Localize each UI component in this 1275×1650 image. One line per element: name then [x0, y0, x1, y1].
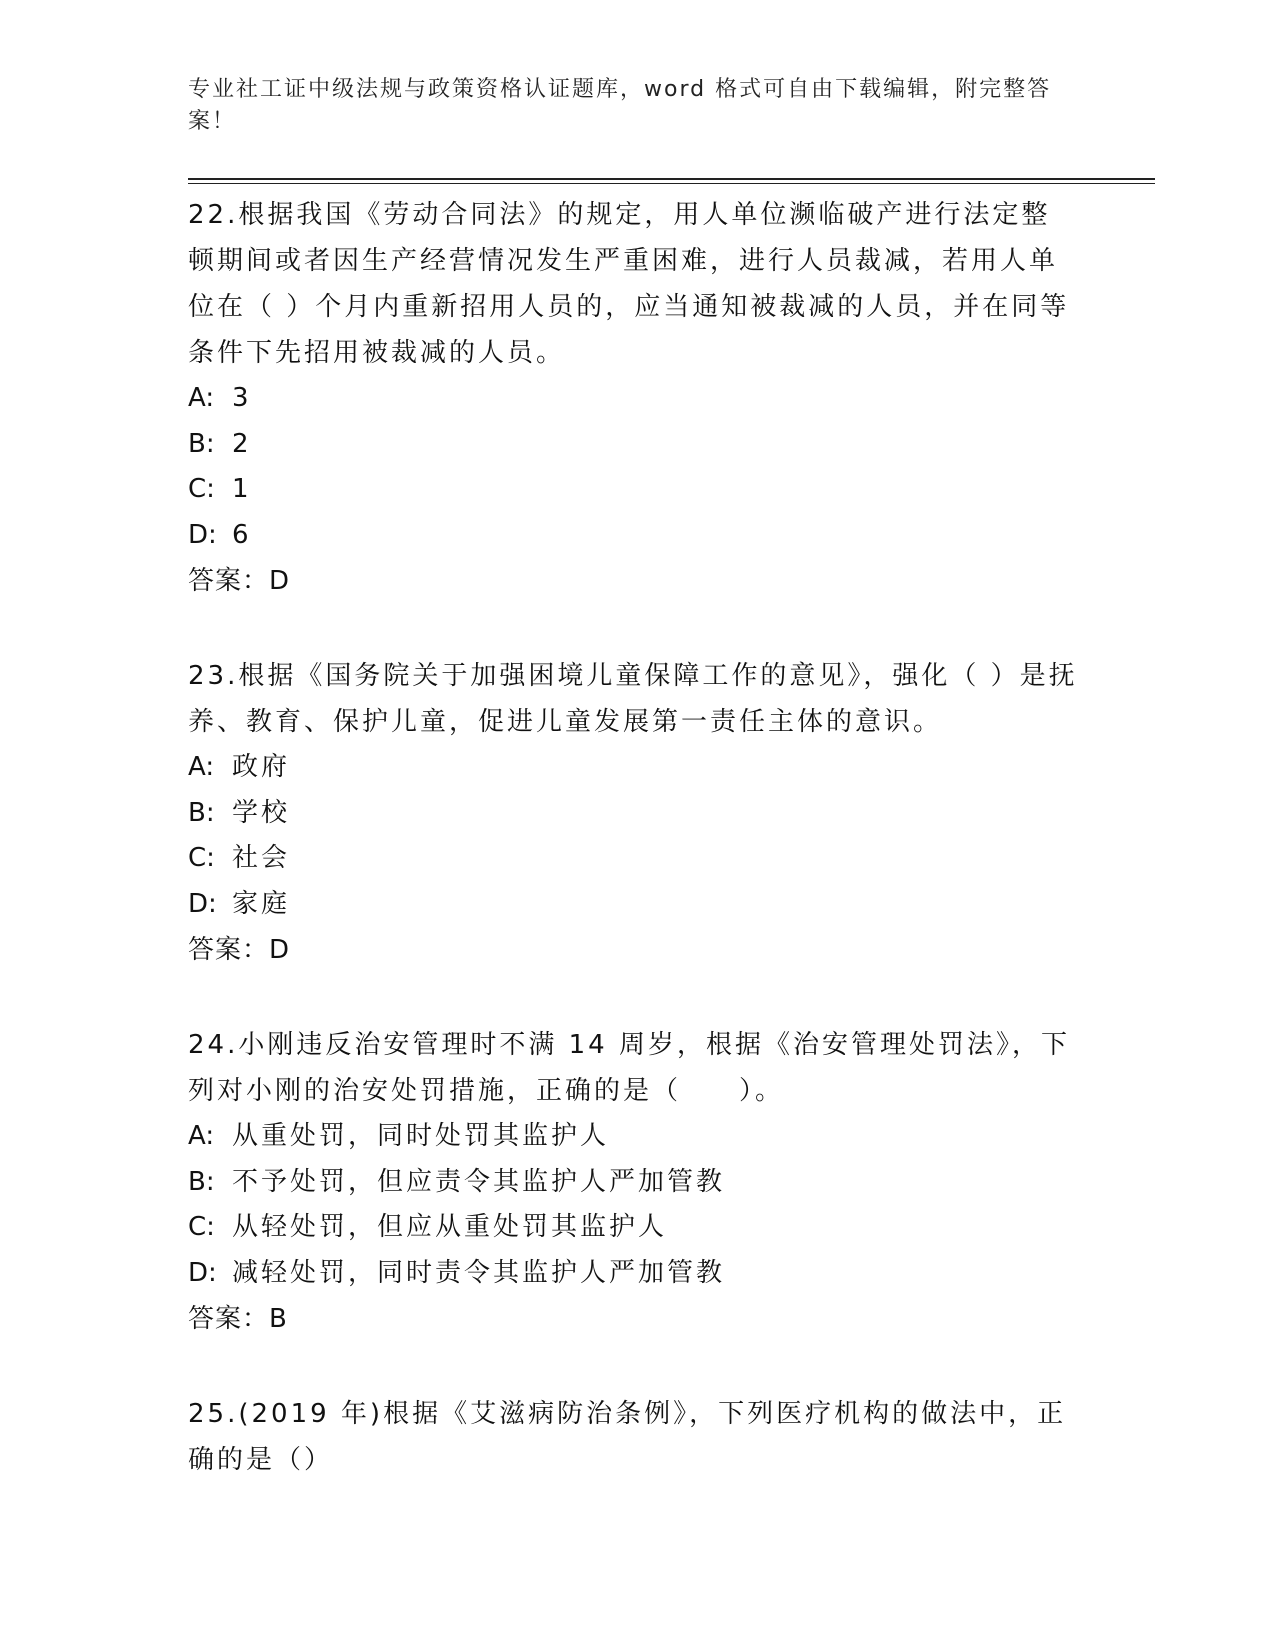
question-list [188, 188, 1078, 1483]
question-stem: 24.小刚违反治安管理时不满 14 周岁，根据《治安管理处罚法》，下列对小刚的治安处罚措施，正确的是（ ）。 [188, 1030, 1070, 1106]
question-spacer [188, 604, 1078, 649]
answer-line: 答案：B [188, 1304, 288, 1334]
option-c [188, 836, 1078, 882]
option-key: A: [188, 1121, 215, 1151]
question-22 [188, 188, 1078, 604]
question-24 [188, 1018, 1078, 1342]
option-text: 不予处罚，但应责令其监护人严加管教 [232, 1166, 726, 1197]
option-text: 从轻处罚，但应从重处罚其监护人 [232, 1212, 668, 1242]
option-key: C: [188, 474, 215, 504]
option-b [188, 791, 1078, 837]
option-a [188, 376, 1078, 422]
option-text: 1 [232, 474, 252, 504]
question-stem: 25.(2019 年)根据《艾滋病防治条例》，下列医疗机构的做法中，正确的是（） [188, 1399, 1067, 1475]
question-spacer [188, 973, 1078, 1018]
option-text: 减轻处罚，同时责令其监护人严加管教 [232, 1257, 726, 1288]
question-stem: 22.根据我国《劳动合同法》的规定，用人单位濒临破产进行法定整顿期间或者因生产经营情况发生严重困难，进行人员裁减，若用人单位在（ ）个月内重新招用人员的，应当通知被裁减的人员，并在同等条件下先招用被裁减的人员。 [188, 200, 1070, 368]
option-b [188, 1160, 1078, 1206]
option-key: C: [188, 1212, 215, 1242]
option-d [188, 882, 1078, 928]
option-key: A: [188, 752, 215, 782]
option-key: D: [188, 1257, 217, 1288]
option-key: C: [188, 843, 215, 873]
option-d [188, 1251, 1078, 1297]
option-text: 社会 [232, 843, 291, 873]
option-text: 学校 [232, 797, 291, 828]
question-spacer [188, 1342, 1078, 1387]
option-key: B: [188, 428, 215, 459]
question-23 [188, 649, 1078, 973]
option-key: A: [188, 383, 215, 413]
option-key: D: [188, 519, 217, 550]
option-b [188, 422, 1078, 468]
answer-line: 答案：D [188, 935, 291, 965]
question-stem: 23.根据《国务院关于加强困境儿童保障工作的意见》，强化（ ）是抚养、教育、保护儿童，促进儿童发展第一责任主体的意识。 [188, 661, 1078, 737]
option-text: 6 [232, 519, 252, 550]
option-text: 家庭 [232, 888, 291, 919]
option-text: 3 [232, 383, 252, 413]
question-25 [188, 1387, 1078, 1483]
option-d [188, 513, 1078, 559]
option-text: 从重处罚，同时处罚其监护人 [232, 1121, 610, 1151]
header-divider-thin [188, 183, 1155, 184]
option-c [188, 1205, 1078, 1251]
document-header: 专业社工证中级法规与政策资格认证题库，word 格式可自由下载编辑，附完整答案！ [188, 77, 1052, 134]
option-key: D: [188, 888, 217, 919]
option-c [188, 467, 1078, 513]
answer-line: 答案：D [188, 566, 291, 596]
option-key: B: [188, 797, 215, 828]
option-key: B: [188, 1166, 215, 1197]
option-text: 2 [232, 428, 252, 459]
header-divider-thick [188, 178, 1155, 180]
option-text: 政府 [232, 752, 291, 782]
option-a [188, 745, 1078, 791]
option-a [188, 1114, 1078, 1160]
